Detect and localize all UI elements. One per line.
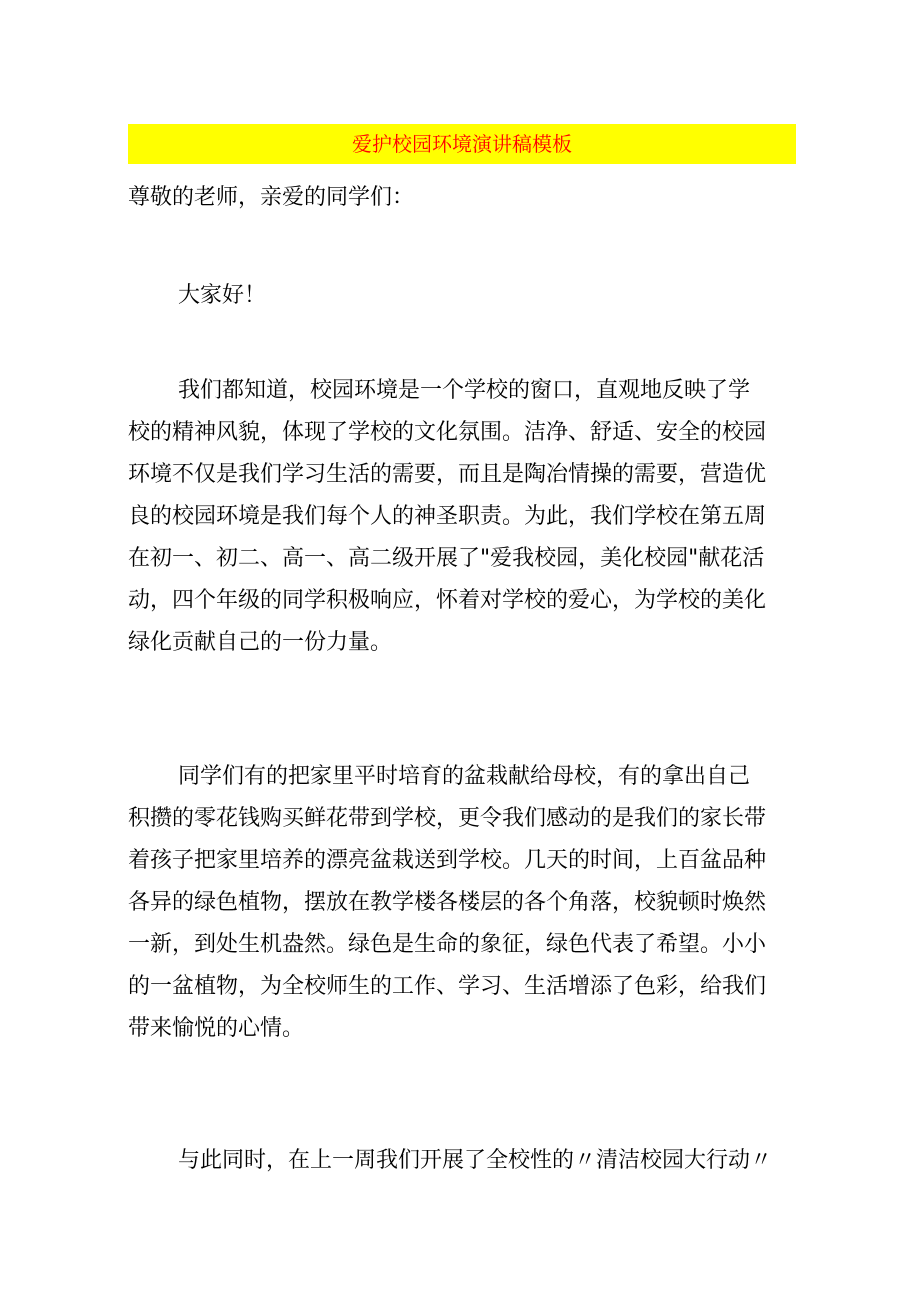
- paragraph-line: 动，四个年级的同学积极响应，怀着对学校的爱心，为学校的美化: [128, 588, 767, 613]
- title-banner: [128, 124, 796, 164]
- paragraph-line: 一新，到处生机盎然。绿色是生命的象征，绿色代表了希望。小小: [128, 932, 767, 957]
- greeting-line: 尊敬的老师，亲爱的同学们：: [128, 185, 415, 210]
- paragraph-line: 绿化贡献自己的一份力量。: [128, 630, 393, 655]
- document-title: 爱护校园环境演讲稿模板: [352, 132, 572, 156]
- paragraph-3: [128, 1140, 796, 1182]
- paragraph-line: 着孩子把家里培养的漂亮盆栽送到学校。几天的时间，上百盆品种: [128, 848, 767, 873]
- paragraph-line: 的一盆植物，为全校师生的工作、学习、生活增添了色彩，给我们: [128, 974, 767, 999]
- paragraph-line: 积攒的零花钱购买鲜花带到学校，更令我们感动的是我们的家长带: [128, 806, 767, 831]
- paragraph-1: [128, 370, 796, 664]
- paragraph-line: 在初一、初二、高一、高二级开展了"爱我校园，美化校园"献花活: [128, 546, 765, 571]
- paragraph-line: 带来愉悦的心情。: [128, 1016, 305, 1041]
- paragraph-2: [128, 756, 796, 1050]
- paragraph-line: 同学们有的把家里平时培育的盆栽献给母校，有的拿出自己: [178, 764, 751, 789]
- paragraph-line: 我们都知道，校园环境是一个学校的窗口，直观地反映了学: [178, 378, 751, 403]
- paragraph-line: 良的校园环境是我们每个人的神圣职责。为此，我们学校在第五周: [128, 504, 767, 529]
- paragraph-line: 环境不仅是我们学习生活的需要，而且是陶冶情操的需要，营造优: [128, 462, 767, 487]
- paragraph-line: 各异的绿色植物，摆放在教学楼各楼层的各个角落，校貌顿时焕然: [128, 890, 767, 915]
- hello-line: 大家好！: [178, 283, 267, 308]
- paragraph-line: 校的精神风貌，体现了学校的文化氛围。洁净、舒适、安全的校园: [128, 420, 767, 445]
- paragraph-line: 与此同时，在上一周我们开展了全校性的〃清洁校园大行动〃: [178, 1148, 773, 1173]
